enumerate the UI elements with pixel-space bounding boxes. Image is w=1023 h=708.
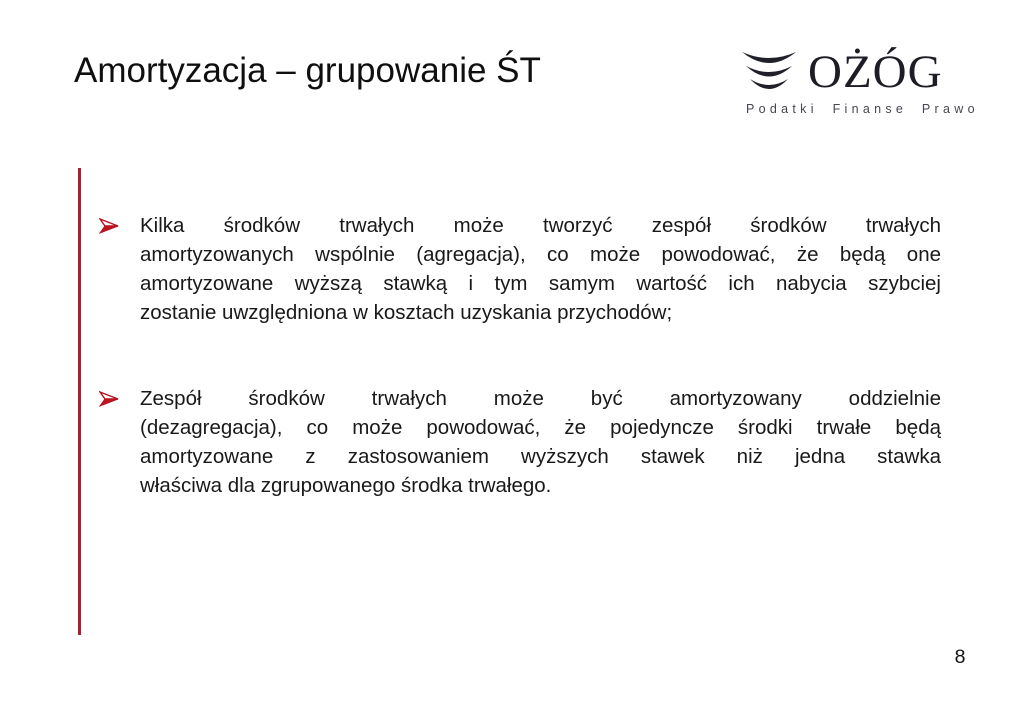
bullet-text bbox=[140, 384, 941, 500]
bullet-line: amortyzowanych wspólnie (agregacja), co może powodować, że będą one bbox=[140, 243, 941, 266]
company-logo bbox=[741, 44, 979, 116]
arrow-bullet-icon bbox=[99, 391, 119, 407]
bullet-line: Kilka środków trwałych może tworzyć zespół środków trwałych bbox=[140, 214, 941, 237]
bullet-line: zostanie uwzględniona w kosztach uzyskania przychodów; bbox=[140, 301, 673, 324]
logo-name: OŻÓG bbox=[808, 46, 943, 98]
page-number: 8 bbox=[954, 646, 966, 668]
bullet-line: amortyzowane wyższą stawką i tym samym wartość ich nabycia szybciej bbox=[140, 272, 941, 295]
triple-wave-logo-icon bbox=[741, 48, 799, 100]
left-accent-line bbox=[78, 168, 81, 635]
logo-tagline: Podatki Finanse Prawo bbox=[746, 102, 979, 116]
bullet-item-2 bbox=[99, 384, 942, 500]
bullet-line: Zespół środków trwałych może być amortyzowany oddzielnie bbox=[140, 387, 941, 410]
arrow-bullet-icon bbox=[99, 218, 119, 234]
bullet-text bbox=[140, 211, 941, 327]
bullet-item-1 bbox=[99, 211, 942, 327]
bullet-line: amortyzowane z zastosowaniem wyższych stawek niż jedna stawka bbox=[140, 445, 941, 468]
slide-title: Amortyzacja – grupowanie ŚT bbox=[74, 51, 541, 90]
bullet-line: (dezagregacja), co może powodować, że pojedyncze środki trwałe będą bbox=[140, 416, 941, 439]
bullet-line: właściwa dla zgrupowanego środka trwałego. bbox=[140, 474, 552, 497]
